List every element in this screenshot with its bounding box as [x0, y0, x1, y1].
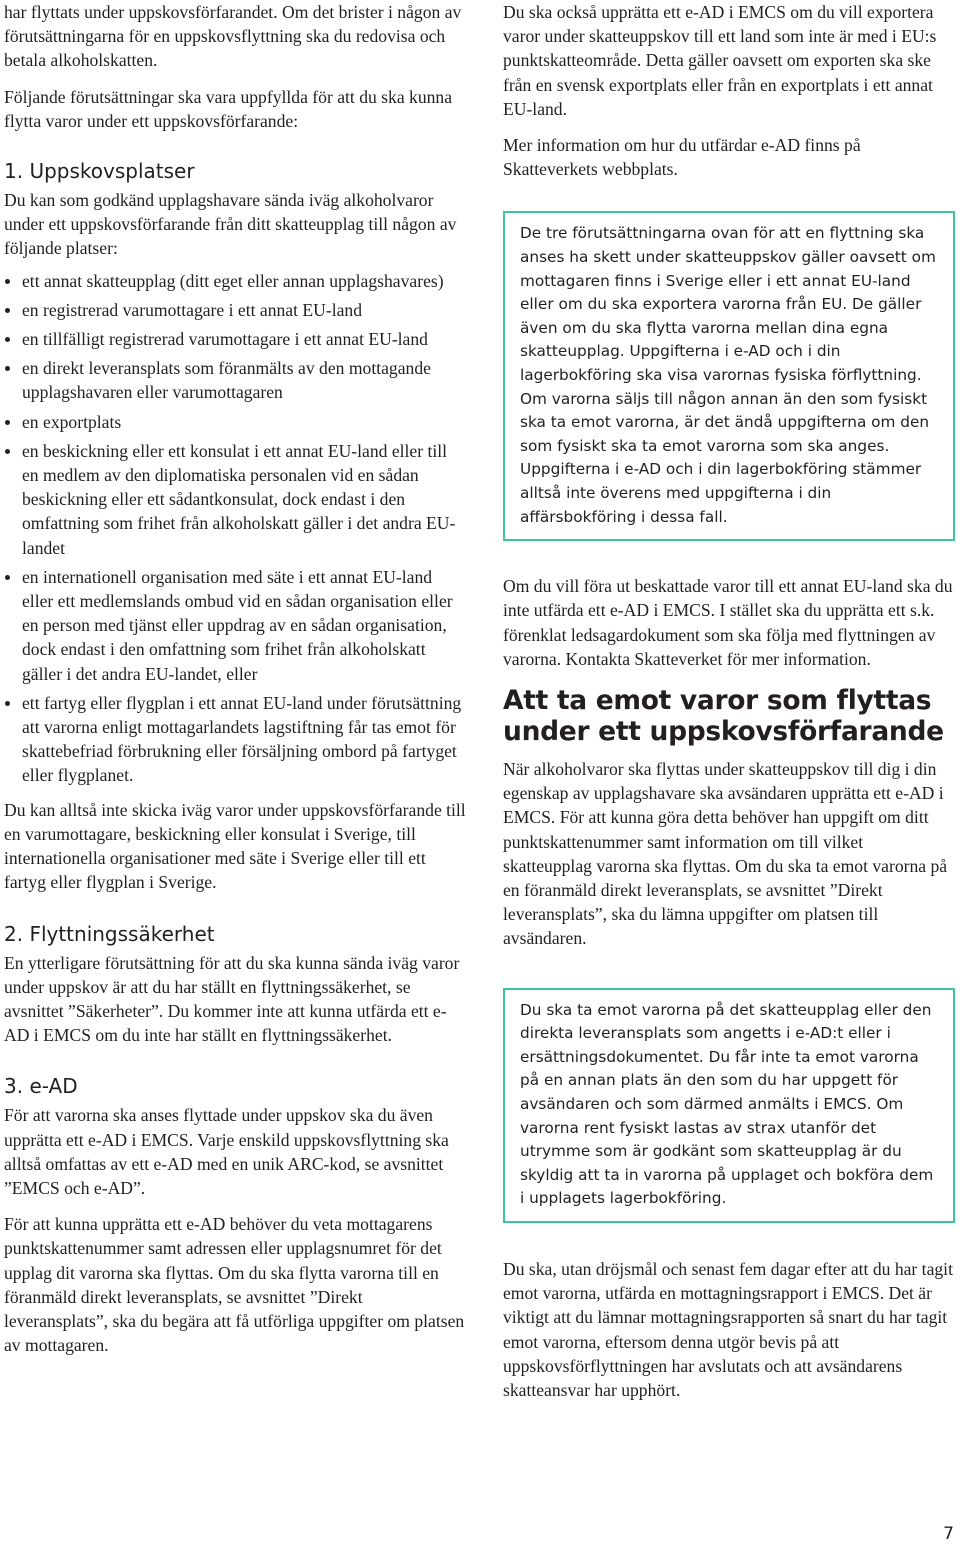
info-box-text: Du ska ta emot varorna på det skatteupplag eller den direkta leveransplats som angetts i e-AD:t eller i ersättningsdokumentet. Du får inte ta emot varorna på en annan plats än den som du har uppgett för avsändaren och som därmed anmälts i EMCS. Om varorna rent fysiskt lastas av strax utanför det utrymme som är godkänt som skatteupplag är du skyldig att ta in varorna på upplaget och bokföra dem i upplagets lagerbokföring.	[520, 1000, 934, 1208]
list-item: en internationell organisation med säte i ett annat EU-land eller ett medlemslands ombud vid en sådan organisation eller en person med tjänst eller uppdrag av en sådan organisation, dock endast i den omfattning som frihet från alkoholskatt gäller i det andra EU-landet, eller	[4, 565, 466, 686]
paragraph: Du ska också upprätta ett e-AD i EMCS om du vill exportera varor under skatteuppskov till ett land som inte är med i EU:s punktskatteområde. Detta gäller oavsett om exporten ska ske från en svensk exportplats eller från en exportplats i ett annat EU-land.	[503, 2, 937, 119]
section-closing: Du kan alltså inte skicka iväg varor under uppskovsförfarande till en varumottagare, beskickning eller konsulat i Sverige, till internationella organisationer med säte i Sverige eller till ett fartyg eller flygplan i Sverige.	[4, 799, 466, 893]
list-item: en exportplats	[4, 410, 466, 434]
section-heading-ead: 3. e-AD	[4, 1074, 78, 1099]
paragraph: Om du vill föra ut beskattade varor till ett annat EU-land ska du inte utfärda ett e-AD i EMCS. I stället ska du upprätta ett s.k. förenklat ledsagardokument som ska följa med flyttningen av varorna. Kontakta Skatteverket för mer information.	[503, 576, 953, 669]
paragraph: Du ska, utan dröjsmål och senast fem dagar efter att du har tagit emot varorna, utfärda en mottagningsrapport i EMCS. Det är viktigt att du lämnar mottagningsrapporten så snart du har tagit emot varorna, eftersom denna utgör bevis på att uppskovsförflyttningen har avslutats och att avsändarens skatteansvar har upphört.	[503, 1258, 953, 1400]
info-box	[503, 211, 955, 541]
intro-paragraph: har flyttats under uppskovsförfarandet. Om det brister i någon av förutsättningarna för en uppskovsflyttning ska du redovisa och betala alkoholskatten.	[4, 2, 462, 71]
destination-list	[4, 269, 466, 788]
left-column	[4, 0, 466, 1357]
section-body: För att kunna upprätta ett e-AD behöver du veta mottagarens punktskattenummer samt adressen eller upplagsnumret för det upplag dit varorna ska flyttas. Om du ska flytta varorna till en föranmäld direkt leveransplats, se avsnittet ”Direkt leveransplats”, ska du begära att få utförliga uppgifter om platsen av mottagaren.	[4, 1214, 465, 1356]
info-box-text: De tre förutsättningarna ovan för att en flyttning ska anses ha skett under skatteuppskov gäller oavsett om mottagaren finns i Sverige eller i ett annat EU-land eller om du ska exportera varorna från EU. De gäller även om du ska flytta varorna mellan dina egna skatteupplag. Uppgifterna i e-AD och i din lagerbokföring ska visa varornas fysiska förflyttning. Om varorna säljs till någon annan än den som fysiskt ska ta emot varorna, är det ändå uppgifterna om den som fysiskt ska ta emot varorna som ska anges. Uppgifterna i e-AD och i din lagerbokföring stämmer alltså inte överens med uppgifterna i din affärsbokföring i dessa fall.	[520, 224, 936, 526]
section-heading-uppskovsplatser: 1. Uppskovsplatser	[4, 159, 195, 184]
section-heading-receive-goods: Att ta emot varor som flyttas under ett uppskovsförfarande	[503, 684, 944, 747]
list-item: en direkt leveransplats som föranmälts av den mottagande upplagshavaren eller varumottagaren	[4, 356, 466, 404]
info-box	[503, 988, 955, 1223]
right-column	[503, 0, 955, 1402]
list-item: en tillfälligt registrerad varumottagare i ett annat EU-land	[4, 327, 466, 351]
list-item: en beskickning eller ett konsulat i ett annat EU-land eller till en medlem av den diplomatiska personalen vid en sådan beskickning eller ett sådantkonsulat, dock endast i den omfattning som frihet från alkoholskatt gäller i det andra EU-landet	[4, 439, 466, 560]
paragraph: Mer information om hur du utfärdar e-AD finns på Skatteverkets webbplats.	[503, 135, 861, 180]
intro-paragraph: Följande förutsättningar ska vara uppfyllda för att du ska kunna flytta varor under ett uppskovsförfarande:	[4, 86, 453, 131]
page-number: 7	[943, 1524, 954, 1544]
section-body: För att varorna ska anses flyttade under uppskov ska du även upprätta ett e-AD i EMCS. Varje enskild uppskovsflyttning ska alltså omfattas av ett e-AD med en unik ARC-kod, se avsnittet ”EMCS och e-AD”.	[4, 1105, 449, 1198]
paragraph: När alkoholvaror ska flyttas under skatteuppskov till dig i din egenskap av upplagshavare ska avsändaren upprätta ett e-AD i EMCS. För att kunna göra detta behöver han uppgift om ditt punktskattenummer samt information om till vilket skatteupplag varorna ska flyttas. Om du ska ta emot varorna på en föranmäld direkt leveransplats, se avsnittet ”Direkt leveransplats”, ska du lämna uppgifter om platsen till avsändaren.	[503, 758, 948, 949]
section-body: En ytterligare förutsättning för att du ska kunna sända iväg varor under uppskov är att du har ställt en flyttningssäkerhet, se avsnittet ”Säkerheter”. Du kommer inte att kunna utfärda ett e-AD i EMCS om du inte har ställt en flyttningssäkerhet.	[4, 952, 460, 1046]
list-item: en registrerad varumottagare i ett annat EU-land	[4, 298, 466, 322]
list-item: ett annat skatteupplag (ditt eget eller annan upplagshavares)	[4, 269, 466, 293]
section-heading-flyttningssakerhet: 2. Flyttningssäkerhet	[4, 921, 215, 946]
list-item: ett fartyg eller flygplan i ett annat EU-land under förutsättning att varorna enligt mottagarlandets lagstiftning får tas emot för skattebefriad förbrukning eller försäljning ombord på fartyget eller flygplanet.	[4, 691, 466, 788]
section-intro: Du kan som godkänd upplagshavare sända iväg alkoholvaror under ett uppskovsförfarande från ditt skatteupplag till någon av följande platser:	[4, 190, 457, 259]
